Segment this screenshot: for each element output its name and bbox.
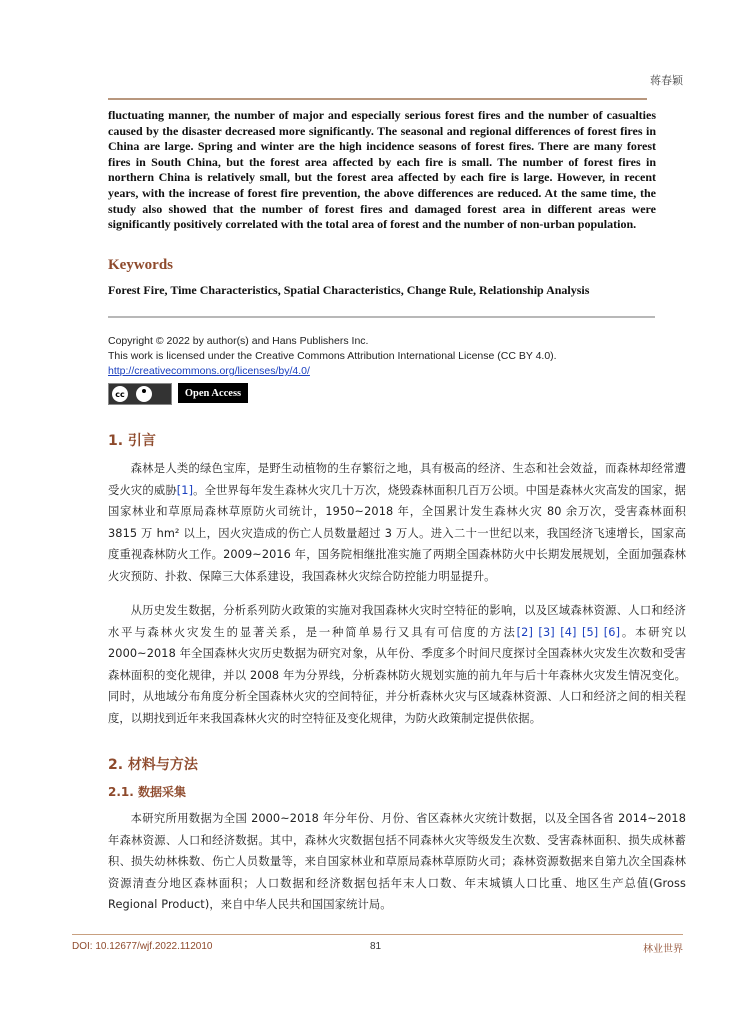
header-rule <box>108 98 647 100</box>
copyright-block <box>108 334 557 379</box>
keywords-heading: Keywords <box>108 257 173 273</box>
footer-doi[interactable]: DOI: 10.12677/wjf.2022.112010 <box>72 941 213 952</box>
paragraph-text: 。本研究以 2000~2018 年全国森林火灾历史数据为研究对象，从年份、季度多个时间尺度探讨全国森林火灾发生次数和受害森林面积的变化规律，并以 2008 年为分界线，分析森林防火规划实施的前九年与后十年森林火灾发生情况变化。同时，从地域分布角度分析全国森林火灾的空间特征，并分析森林火灾与区域森林资源、人口和经济之间的相关程度，以期找到近年来我国森林火灾的时空特征及变化规律，为防火政策制定提供依据。 <box>108 625 686 725</box>
intro-paragraph-1 <box>108 458 686 587</box>
data-paragraph: 本研究所用数据为全国 2000~2018 年分年份、月份、省区森林火灾统计数据，以及全国各省 2014~2018 年森林资源、人口和经济数据。其中，森林火灾数据包括不同森林火灾等级发生次数、受害森林面积、损失成林蓄积、损失幼林株数、伤亡人员数量等，来自国家林业和草原局森林草原防火司；森林资源数据来自第九次全国森林资源清查分地区森林面积；人口数据和经济数据包括年末人口数、年末城镇人口比重、地区生产总值(Gross Regional Product)，来自中华人民共和国国家统计局。 <box>108 812 686 911</box>
copyright-line: Copyright © 2022 by author(s) and Hans Publishers Inc. <box>108 335 369 347</box>
section-heading-introduction: 1. 引言 <box>108 433 156 449</box>
running-header-author: 蒋春颖 <box>650 74 683 87</box>
cc-by-badge[interactable] <box>108 383 172 405</box>
abstract-text: fluctuating manner, the number of major and especially serious forest fires and the number of casualties caused by the disaster decreased more significantly. The seasonal and regional differences of forest fires in China are large. Spring and winter are the high incidence seasons of forest fires. There are many forest fires in South China, but the forest area affected by each fire is small. The number of forest fires in northern China is relatively small, but the forest area affected by each fire is large. However, in recent years, with the increase of forest fire prevention, the above differences are reduced. At the same time, the study also showed that the number of forest fires and damaged forest area in different areas were significantly positively correlated with the total area of forest and the number of non-urban population. <box>108 108 656 232</box>
cc-icon: cc <box>112 386 128 402</box>
paragraph-text: 。全世界每年发生森林火灾几十万次，烧毁森林面积几百万公顷。中国是森林火灾高发的国家，据国家林业和草原局森林草原防火司统计，1950~2018 年，全国累计发生森林火灾 80 余万次，受害森林面积 3815 万 hm² 以上，因火灾造成的伤亡人员数量超过 3 万人。进入二十一世纪以来，我国经济飞速增长，国家高度重视森林防火工作。2009~2016 年，国务院相继批准实施了两期全国森林防火中长期发展规划，全面加强森林火灾预防、扑救、保障三大体系建设，我国森林火灾综合防控能力明显提升。 <box>108 483 686 583</box>
paragraph-text: 从历史发生数据，分析系列防火政策的实施对我国森林火灾时空特征的影响，以及区域森林资源、人口和经济水平与森林火灾发生的显著关系，是一种简单易行又具有可信度的方法 <box>108 604 686 639</box>
journal-name: 林业世界 <box>643 944 683 955</box>
by-icon <box>136 386 152 402</box>
citation-link[interactable]: [1] <box>176 483 194 497</box>
keywords-text: Forest Fire, Time Characteristics, Spatial Characteristics, Change Rule, Relationship Analysis <box>108 283 590 297</box>
page-number: 81 <box>370 941 382 952</box>
section-divider <box>108 316 655 318</box>
license-line: This work is licensed under the Creative Commons Attribution International License (CC BY 4.0). <box>108 350 557 362</box>
open-access-badge[interactable]: Open Access <box>178 383 248 403</box>
footer-rule <box>72 934 683 935</box>
subsection-heading-data: 2.1. 数据采集 <box>108 785 186 799</box>
paragraph-text: 森林是人类的绿色宝库，是野生动植物的生存繁衍之地，具有极高的经济、生态和社会效益，而森林却经常遭受火灾的威胁 <box>108 462 686 497</box>
intro-paragraph-2 <box>108 600 686 729</box>
section-heading-methods: 2. 材料与方法 <box>108 757 198 773</box>
citation-links[interactable]: [2] [3] [4] [5] [6] <box>516 625 621 639</box>
license-link[interactable]: http://creativecommons.org/licenses/by/4.0/ <box>108 365 310 377</box>
